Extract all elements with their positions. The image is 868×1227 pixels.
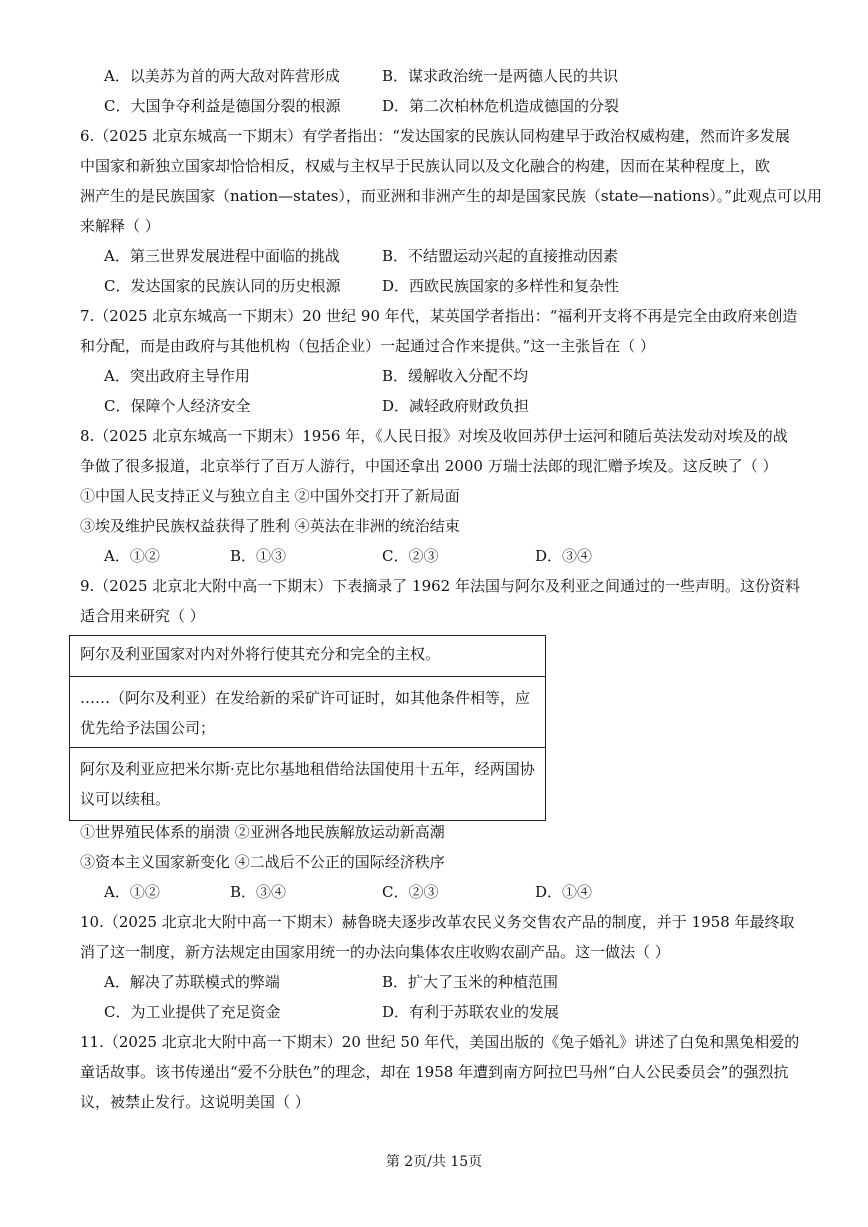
q10-options-row-1 — [0, 972, 868, 992]
q8-statement-line: ①中国人民支持正义与独立自主 ②中国外交打开了新局面 — [80, 487, 460, 505]
q7-option-d: D．减轻政府财政负担 — [382, 397, 530, 415]
q11-stem-line: 11.（2025 北京北大附中高一下期末）20 世纪 50 年代，美国出版的《兔子婚礼》讲述了白兔和黑兔相爱的 — [80, 1033, 800, 1051]
q9-statement-line: ③资本主义国家新变化 ④二战后不公正的国际经济秩序 — [80, 853, 445, 871]
q5-options-row-2 — [0, 96, 868, 116]
q9-stem-line: 9.（2025 北京北大附中高一下期末）下表摘录了 1962 年法国与阿尔及利亚之间通过的一些声明。这份资料 — [80, 577, 800, 595]
q11-stem-line: 议，被禁止发行。这说明美国（ ） — [80, 1093, 310, 1111]
q10-option-a: A．解决了苏联模式的弊端 — [104, 973, 280, 991]
q6-stem-line: 来解释（ ） — [80, 217, 160, 235]
q7-options-row-2 — [0, 396, 868, 416]
q9-option-b: B．③④ — [230, 883, 287, 901]
q6-option-a: A．第三世界发展进程中面临的挑战 — [104, 247, 340, 265]
q8-option-b: B．①③ — [230, 547, 287, 565]
q7-option-b: B．缓解收入分配不均 — [382, 367, 529, 385]
q9-options-row — [0, 882, 868, 902]
q10-options-row-2 — [0, 1002, 868, 1022]
q7-stem-line: 7.（2025 北京东城高一下期末）20 世纪 90 年代，某英国学者指出：“福利开支将不再是完全由政府来创造 — [80, 307, 798, 325]
table-row — [70, 676, 545, 743]
q9-stem-line: 适合用来研究（ ） — [80, 607, 205, 625]
q5-options-row-1 — [0, 66, 868, 86]
q9-source-table — [69, 635, 546, 821]
q6-stem-line: 洲产生的是民族国家（nation—states），而亚洲和非洲产生的却是国家民族（state—nations）。”此观点可以用 — [80, 187, 822, 205]
q10-stem-line: 10.（2025 北京北大附中高一下期末）赫鲁晓夫逐步改革农民义务交售农产品的制度，并于 1958 年最终取 — [80, 913, 795, 931]
table-row-line: 议可以续租。 — [80, 790, 171, 808]
q6-stem-line: 6.（2025 北京东城高一下期末）有学者指出：“发达国家的民族认同构建早于政治权威构建，然而许多发展 — [80, 127, 790, 145]
q5-option-a: A．以美苏为首的两大敌对阵营形成 — [104, 67, 340, 85]
q5-option-d: D．第二次柏林危机造成德国的分裂 — [382, 97, 620, 115]
q6-options-row-1 — [0, 246, 868, 266]
q7-options-row-1 — [0, 366, 868, 386]
page-number-footer: 第 2页/共 15页 — [385, 1154, 483, 1170]
q5-option-c: C．大国争夺利益是德国分裂的根源 — [104, 97, 341, 115]
q8-options-row — [0, 546, 868, 566]
table-row-line: 优先给予法国公司； — [80, 719, 216, 737]
q8-option-a: A．①② — [104, 547, 160, 565]
q8-stem-line: 争做了很多报道，北京举行了百万人游行，中国还拿出 2000 万瑞士法郎的现汇赠予埃及。这反映了（ ） — [80, 457, 778, 475]
q9-statement-line: ①世界殖民体系的崩溃 ②亚洲各地民族解放运动新高潮 — [80, 823, 445, 841]
q8-stem-line: 8.（2025 北京东城高一下期末）1956 年，《人民日报》对埃及收回苏伊士运河和随后英法发动对埃及的战 — [80, 427, 788, 445]
q10-option-d: D．有利于苏联农业的发展 — [382, 1003, 560, 1021]
table-row-line: ……（阿尔及利亚）在发给新的采矿许可证时，如其他条件相等，应 — [80, 689, 531, 707]
q7-stem-line: 和分配，而是由政府与其他机构（包括企业）一起通过合作来提供。”这一主张旨在（ ） — [80, 337, 655, 355]
table-row-line: 阿尔及利亚应把米尔斯·克比尔基地租借给法国使用十五年，经两国协 — [80, 760, 535, 778]
q6-option-c: C．发达国家的民族认同的历史根源 — [104, 277, 341, 295]
table-row: 阿尔及利亚国家对内对外将行使其充分和完全的主权。 — [80, 645, 441, 663]
q11-stem-line: 童话故事。该书传递出“爱不分肤色”的理念，却在 1958 年遭到南方阿拉巴马州“白人公民委员会”的强烈抗 — [80, 1063, 789, 1081]
q10-option-c: C．为工业提供了充足资金 — [104, 1003, 281, 1021]
q5-option-b: B．谋求政治统一是两德人民的共识 — [382, 67, 619, 85]
q9-option-c: C．②③ — [382, 883, 439, 901]
q6-stem-line: 中国家和新独立国家却恰恰相反，权威与主权早于民族认同以及文化融合的构建，因而在某种程度上，欧 — [80, 157, 771, 175]
table-row — [70, 747, 545, 814]
q9-option-d: D．①④ — [535, 883, 593, 901]
q8-statement-line: ③埃及维护民族权益获得了胜利 ④英法在非洲的统治结束 — [80, 517, 460, 535]
q8-option-d: D．③④ — [535, 547, 593, 565]
q10-stem-line: 消了这一制度，新方法规定由国家用统一的办法向集体农庄收购农副产品。这一做法（ ） — [80, 943, 670, 961]
q6-option-d: D．西欧民族国家的多样性和复杂性 — [382, 277, 620, 295]
q9-option-a: A．①② — [104, 883, 160, 901]
q7-option-a: A．突出政府主导作用 — [104, 367, 250, 385]
q10-option-b: B．扩大了玉米的种植范围 — [382, 973, 559, 991]
q6-option-b: B．不结盟运动兴起的直接推动因素 — [382, 247, 619, 265]
q6-options-row-2 — [0, 276, 868, 296]
q7-option-c: C．保障个人经济安全 — [104, 397, 251, 415]
q8-option-c: C．②③ — [382, 547, 439, 565]
